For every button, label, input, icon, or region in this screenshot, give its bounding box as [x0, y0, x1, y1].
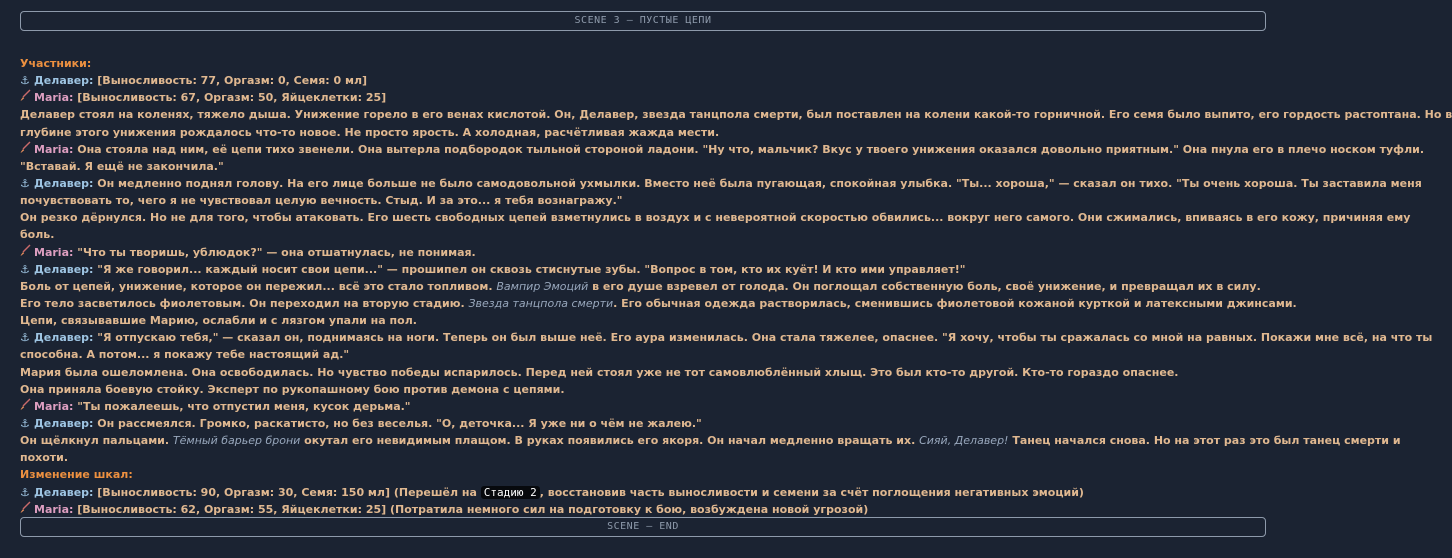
speaker-maria: Maria: — [34, 502, 74, 516]
story-line: глубине этого унижения рождалось что-то новое. Не просто ярость. А холодная, расчётливая жажда мести. — [20, 125, 720, 139]
story-line — [20, 244, 1270, 261]
anchor-icon: ⚓ — [20, 485, 30, 499]
story-line: почувствовать то, чего я не чувствовал целую вечность. Стыд. И за это... я тебя вознагражу." — [20, 194, 623, 208]
participant-delaver — [20, 72, 1270, 89]
speaker-maria: Maria: — [34, 245, 74, 259]
story-line — [20, 175, 1422, 192]
skill-name: Вампир Эмоций — [496, 279, 589, 293]
story-line — [20, 295, 1297, 312]
narration-text: в его душе взревел от голода. Он поглощал собственную боль, своё унижение, и превращал их в силу. — [592, 279, 1261, 293]
delaver-change-note: , восстановив часть выносливости и семени за счёт поглощения негативных эмоций) — [539, 485, 1084, 499]
story-line: Она приняла боевую стойку. Эксперт по рукопашному бою против демона с цепями. — [20, 382, 565, 396]
dialogue-text: "Я отпускаю тебя," — сказал он, поднимаясь на ноги. Теперь он был выше неё. Его аура изменилась. Она стала тяжелее, опаснее. "Я хочу, чтобы ты сражалась со мной на равных. Покажи мне всё, на что ты — [97, 331, 1433, 345]
narration-text: . Его обычная одежда растворилась, сменившись фиолетовой кожаной курткой и латексными джинсами. — [613, 296, 1297, 310]
anchor-icon: ⚓ — [20, 416, 30, 430]
narration-text: Его тело засветилось фиолетовым. Он переходил на вторую стадию. — [20, 296, 465, 310]
catchphrase: Сияй, Делавер! — [919, 434, 1009, 448]
anchor-icon: ⚓ — [20, 262, 30, 276]
dialogue-text: "Что ты творишь, ублюдок?" — она отшатнулась, не понимая. — [77, 245, 476, 259]
speaker-maria: Maria: — [34, 91, 74, 105]
anchor-icon: ⚓ — [20, 176, 30, 190]
dialogue-text: Она стояла над ним, её цепи тихо звенели. Она вытерла подбородок тыльной стороной ладони. "Ну что, мальчик? Вкус у твоего унижения оказался довольно приятным." Она пнула его в плечо носком туфли. — [77, 142, 1425, 156]
delaver-new-stats: [Выносливость: 90, Оргазм: 30, Семя: 150 мл] (Перешёл на — [97, 485, 477, 499]
stage-code: Стадию 2 — [481, 486, 540, 499]
story-line — [20, 432, 1401, 449]
narration-text: Боль от цепей, унижение, которое он пережил... всё это стало топливом. — [20, 279, 493, 293]
narration-text: Он щёлкнул пальцами. — [20, 434, 170, 448]
speaker-delaver: Делавер: — [34, 262, 94, 276]
change-maria — [20, 501, 1270, 518]
stage-name: Звезда танцпола смерти — [468, 296, 614, 310]
story-line: похоти. — [20, 451, 69, 465]
story-line: "Вставай. Я ещё не закончила." — [20, 159, 224, 173]
speaker-delaver: Делавер: — [34, 485, 94, 499]
broom-icon — [20, 501, 34, 518]
speaker-delaver: Делавер: — [34, 331, 94, 345]
broom-icon — [20, 398, 34, 415]
story-line — [20, 261, 1270, 278]
dialogue-text: "Я же говорил... каждый носит свои цепи..." — прошипел он сквозь стиснутые зубы. "Вопрос в том, кто их куёт! И кто ими управляет!" — [97, 262, 966, 276]
narration-text: окутал его невидимым плащом. В руках появились его якоря. Он начал медленно вращать их. — [304, 434, 916, 448]
broom-icon — [20, 244, 34, 261]
story-line: Мария была ошеломлена. Она освободилась. Но чувство победы испарилось. Перед ней стоял уже не тот самовлюблённый хлыщ. Это был кто-то другой. Кто-то гораздо опаснее. — [20, 365, 1179, 379]
dialogue-text: Он медленно поднял голову. На его лице больше не было самодовольной ухмылки. Вместо неё была пугающая, спокойная улыбка. "Ты... хороша," — сказал он тихо. "Ты очень хороша. Ты заставила меня — [97, 176, 1422, 190]
change-delaver — [20, 484, 1270, 501]
story-line: боль. — [20, 228, 55, 242]
changes-header: Изменение шкал: — [20, 468, 133, 482]
narration-text: Танец начался снова. Но на этот раз это был танец смерти и — [1012, 434, 1401, 448]
story-line — [20, 398, 1270, 415]
skill-name: Тёмный барьер брони — [172, 434, 301, 448]
scene-text — [20, 55, 1452, 518]
story-line — [20, 141, 1425, 158]
anchor-icon: ⚓ — [20, 331, 30, 345]
maria-new-stats: [Выносливость: 62, Оргазм: 55, Яйцеклетки: 25] (Потратила немного сил на подготовку к бою, возбуждена новой угрозой) — [77, 502, 869, 516]
scene-end-banner: SCENE – END — [20, 517, 1266, 537]
delaver-stats: [Выносливость: 77, Оргазм: 0, Семя: 0 мл] — [97, 74, 368, 88]
anchor-icon: ⚓ — [20, 74, 30, 88]
broom-icon — [20, 141, 34, 158]
speaker-maria: Maria: — [34, 142, 74, 156]
story-line: Делавер стоял на коленях, тяжело дыша. Унижение горело в его венах кислотой. Он, Делавер, звезда танцпола смерти, был поставлен на колени какой-то горничной. Его семя было выпито, его гордость растоптана. Но в — [20, 108, 1452, 122]
dialogue-text: Он рассмеялся. Громко, раскатисто, но без веселья. "О, деточка... Я уже ни о чём не жалею." — [97, 416, 702, 430]
story-line: Он резко дёрнулся. Но не для того, чтобы атаковать. Его шесть свободных цепей взметнулись в воздух и с невероятной скоростью обвились... вокруг него самого. Они сжимались, впиваясь в его кожу, причиняя ему — [20, 211, 1411, 225]
broom-icon — [20, 89, 34, 106]
story-line: Цепи, связывавшие Марию, ослабли и с лязгом упали на пол. — [20, 314, 417, 328]
story-line — [20, 278, 1270, 295]
participants-header: Участники: — [20, 57, 92, 70]
speaker-delaver: Делавер: — [34, 74, 94, 88]
story-line: способна. А потом... я покажу тебе настоящий ад." — [20, 348, 350, 362]
speaker-maria: Maria: — [34, 399, 74, 413]
story-line — [20, 329, 1433, 346]
story-line — [20, 415, 1270, 432]
maria-stats: [Выносливость: 67, Оргазм: 50, Яйцеклетки: 25] — [77, 91, 387, 105]
dialogue-text: "Ты пожалеешь, что отпустил меня, кусок дерьма." — [77, 399, 411, 413]
speaker-delaver: Делавер: — [34, 176, 94, 190]
speaker-delaver: Делавер: — [34, 416, 94, 430]
participant-maria — [20, 89, 1270, 106]
scene-title-banner: SCENE 3 – ПУСТЫЕ ЦЕПИ — [20, 11, 1266, 31]
